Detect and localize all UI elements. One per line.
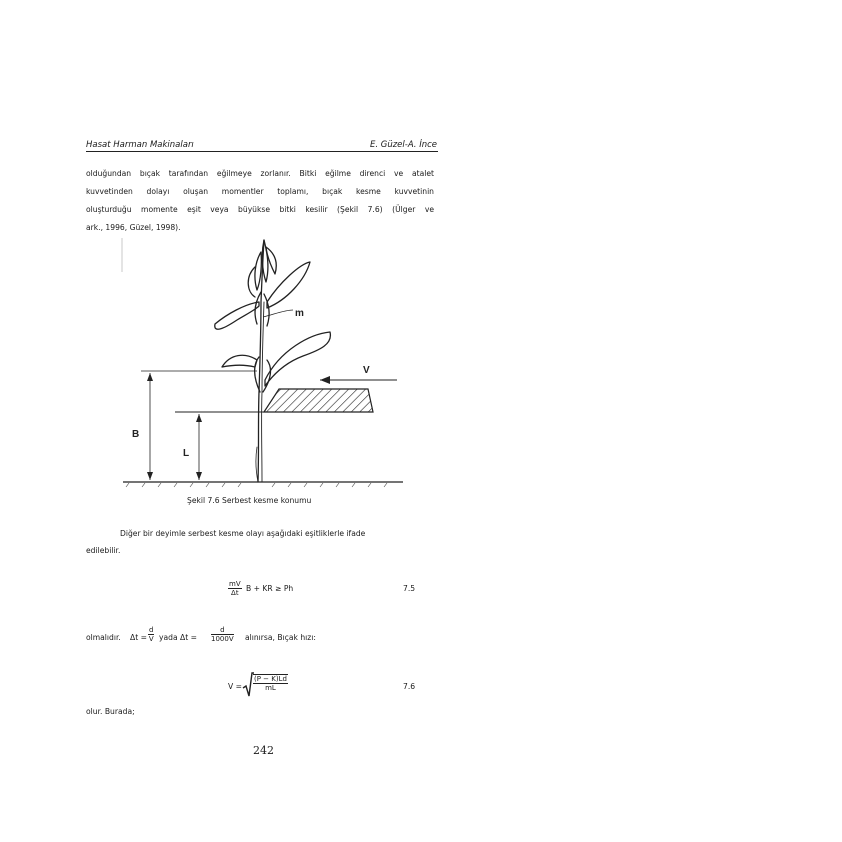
eq76-numerator: (P − K)Ld [254, 675, 287, 683]
label-v: V [363, 365, 370, 376]
eq75-denominator: Δt [231, 589, 239, 597]
eq75-fraction [228, 580, 242, 597]
condition-prefix: olmalıdır. [86, 633, 121, 642]
eq76-fraction [253, 674, 288, 692]
condition-dt2-fraction [211, 626, 234, 643]
running-header-authors: E. Güzel-A. İnce [369, 140, 437, 150]
paragraph-line: kuvvetinden dolayı oluşan momentler toplamı, bıçak kesme kuvvetinin [86, 187, 434, 196]
condition-dt1-lhs: Δt = [130, 633, 147, 642]
condition-dt1-numerator: d [149, 626, 154, 634]
condition-dt1-fraction [148, 626, 154, 643]
figure-caption: Şekil 7.6 Serbest kesme konumu [187, 496, 312, 505]
condition-dt2-denominator: 1000V [211, 635, 234, 643]
eq76-denominator: mL [265, 684, 276, 692]
paragraph-intro [86, 165, 434, 237]
paragraph-line: edilebilir. [86, 546, 121, 555]
label-m: m [295, 308, 304, 319]
condition-suffix: alınırsa, Bıçak hızı: [245, 633, 316, 642]
figure-free-cutting [115, 232, 415, 494]
plant-leaf [265, 332, 330, 386]
paragraph-line: Diğer bir deyimle serbest kesme olayı aşağıdaki eşitliklerle ifade [120, 529, 366, 538]
condition-dt1-denominator: V [148, 635, 154, 643]
header-rule [86, 151, 438, 152]
running-header-title: Hasat Harman Makinaları [86, 140, 194, 150]
condition-mid: yada Δt = [159, 633, 197, 642]
plant-leaf [267, 262, 310, 308]
eq75-numerator: mV [229, 580, 241, 588]
closing-text: olur. Burada; [86, 707, 135, 716]
paragraph-line: oluşturduğu momente eşit veya büyükse bitki kesilir (Şekil 7.6) (Ülger ve [86, 205, 434, 214]
label-b: B [132, 429, 140, 440]
eq75-rest: B + KR ≥ Ph [246, 584, 294, 593]
condition-dt2-numerator: d [211, 626, 234, 635]
eq76-lhs: V = [228, 682, 242, 691]
paragraph-line: ark., 1996, Güzel, 1998). [86, 223, 181, 232]
label-l: L [183, 448, 190, 459]
cutting-knife [264, 389, 373, 412]
eq75-number: 7.5 [403, 584, 416, 593]
eq76-number: 7.6 [403, 682, 416, 691]
page-number: 242 [253, 744, 274, 757]
paragraph-line: olduğundan bıçak tarafından eğilmeye zorlanır. Bitki eğilme direnci ve atalet [86, 169, 434, 178]
